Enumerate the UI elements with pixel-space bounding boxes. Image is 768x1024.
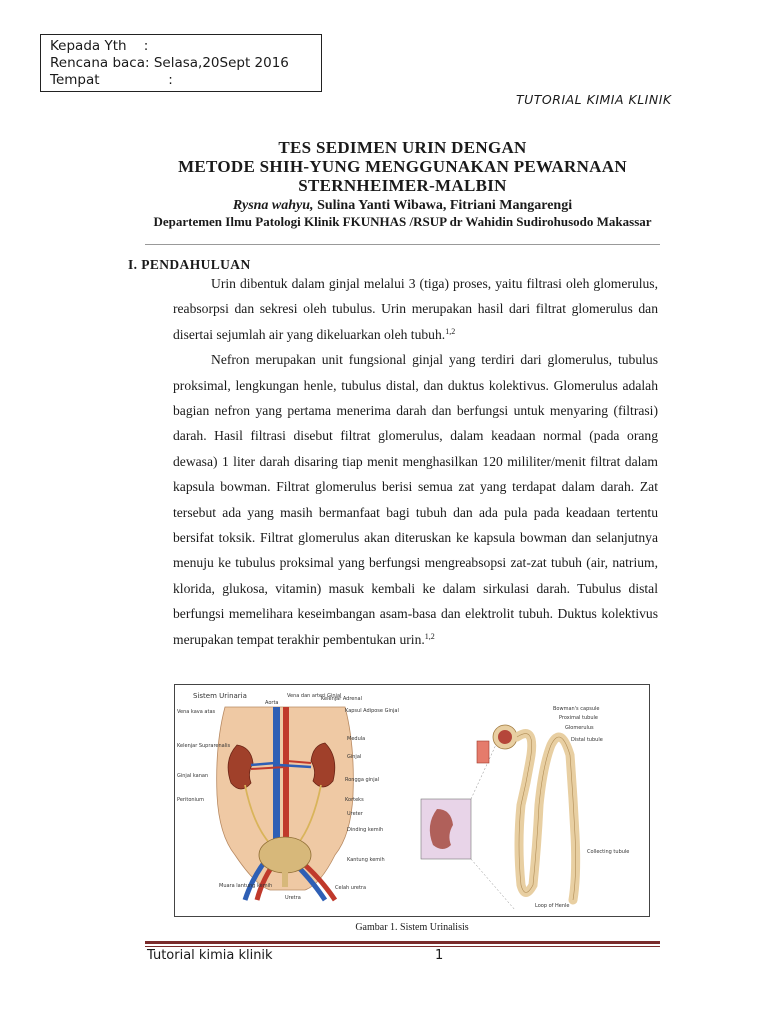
figure-label: Dinding kemih — [347, 827, 384, 833]
paragraph-1: Urin dibentuk dalam ginjal melalui 3 (tiga) proses, yaitu filtrasi oleh glomerulus, reabsorpsi dan sekresi oleh tubulus. Urin merupakan hasil dari filtrat glomerulus dan disertai sejumlah air yang dikeluarkan oleh tubuh.$^{1,2}$ — [173, 276, 658, 342]
figure-label: Rongga ginjal — [345, 777, 380, 783]
figure-label: Peritonium — [177, 797, 204, 803]
figure-caption: Gambar 1. Sistem Urinalisis — [355, 922, 469, 933]
figure-label: Loop of Henle — [535, 903, 570, 909]
figure-label: Ureter — [347, 811, 363, 817]
page-number: 1 — [435, 948, 444, 963]
title-divider — [145, 244, 660, 245]
footer-label: Tutorial kimia klinik — [147, 948, 273, 963]
figure-label: Bowman's capsule — [553, 706, 600, 712]
citation-ref: 1,2 — [445, 326, 456, 336]
figure-label: Kantung kemih — [347, 857, 385, 863]
figure-label: Kapsul Adipose Ginjal — [345, 708, 399, 714]
author-list — [145, 197, 660, 214]
footer-rule — [145, 946, 660, 947]
venue-line: Tempat : — [50, 72, 173, 88]
figure-label: Celah uretra — [335, 885, 367, 891]
figure-label: Kelenjar Adrenal — [321, 696, 362, 702]
footer-rule — [145, 941, 660, 944]
figure-illustration — [175, 685, 649, 916]
figure-label: Proximal tubule — [559, 715, 598, 721]
figure-label: Ginjal kanan — [177, 773, 209, 779]
title-line-2: METODE SHIH-YUNG MENGGUNAKAN PEWARNAAN — [178, 157, 627, 176]
figure-label: Distal tubule — [571, 737, 603, 743]
figure-label: Muara lantung kemih — [219, 883, 273, 889]
figure-left-title: Sistem Urinaria — [193, 692, 247, 700]
figure-label: Vena kava atas — [177, 709, 216, 715]
figure-label: Collecting tubule — [587, 849, 630, 855]
figure-urinary-system — [174, 684, 650, 917]
first-author: Rysna wahyu, — [232, 198, 314, 213]
reading-plan-line: Rencana baca: Selasa,20Sept 2016 — [50, 55, 289, 71]
title-line-1: TES SEDIMEN URIN DENGAN — [278, 138, 527, 157]
title-block — [145, 138, 660, 230]
figure-label: Medula — [347, 736, 366, 742]
figure-label: Glomerulus — [565, 725, 594, 731]
figure-label: Ginjal — [347, 754, 362, 760]
section-heading: I. PENDAHULUAN — [128, 257, 251, 272]
title-line-3: STERNHEIMER-MALBIN — [298, 176, 507, 195]
figure-label: Korteks — [345, 797, 364, 803]
affiliation: Departemen Ilmu Patologi Klinik FKUNHAS /RSUP dr Wahidin Sudirohusodo Makassar — [153, 214, 652, 229]
figure-label: Aorta — [265, 700, 279, 706]
urinary-system-diagram — [177, 692, 399, 901]
paragraph-2: Nefron merupakan unit fungsional ginjal yang terdiri dari glomerulus, tubulus proksimal, lengkungan henle, tubulus distal, dan duktus kolektivus. Glomerulus adalah bagian nefron yang pertama menerima darah dan berfungsi untuk menyaring (filtrasi) darah. Hasil filtrasi disebut filtrat glomerulus, dalam keadaan normal (pada orang dewasa) 1 liter darah disaring tiap menit menghasilkan 120 mililiter/menit filtrat dalam kapsula bowman. Filtrat glomerulus berisi semua zat yang terdapat dalam darah. Zat tersebut ada yang masih bermanfaat bagi tubuh dan ada pula pada keadaan tertentu bersifat toksik. Filtrat glomerulus akan diteruskan ke kapsula bowman dan selanjutnya menuju ke tubulus proksimal yang berfungsi mengreabsopsi zat-zat tubuh (air, natrium, klorida, glukosa, vitamin) masuk kembali ke dalam sirkulasi darah. Tubulus distal berfungsi memelihara keseimbangan asam-basa dan elektrolit tubuh. Duktus kolektivus merupakan tempat terakhir pembentukan urin.$^{1,2}$ — [173, 352, 658, 647]
nephron-diagram — [421, 706, 629, 910]
body-text — [173, 271, 658, 652]
running-header: TUTORIAL KIMIA KLINIK — [516, 92, 672, 107]
figure-label: Kelenjar Suprarenalis — [177, 743, 231, 749]
citation-ref: 1,2 — [424, 631, 435, 641]
figure-label: Vena dan arteri Ginjal — [287, 693, 342, 699]
reading-info-box — [40, 34, 322, 92]
recipient-line: Kepada Yth : — [50, 38, 149, 54]
figure-label: Uretra — [285, 895, 301, 901]
co-authors: Sulina Yanti Wibawa, Fitriani Mangarengi — [313, 198, 573, 213]
